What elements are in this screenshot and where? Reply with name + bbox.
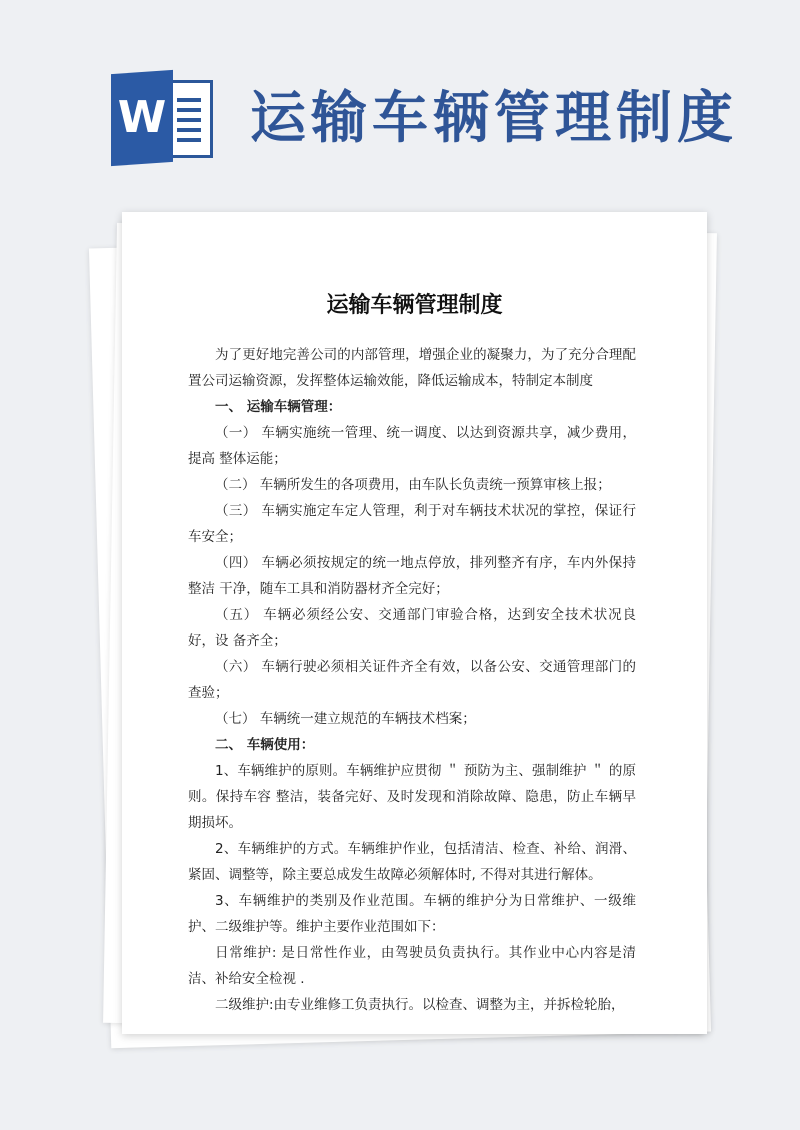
- clause-1-7: （七） 车辆统一建立规范的车辆技术档案；: [215, 711, 476, 727]
- clause-2-1: 1、车辆维护的原则。车辆维护应贯彻 ＂ 预防为主、强制维护 ＂ 的原则。保持车容 整洁，装备完好、及时发现和消除故障、隐患，防止车辆早期损坏。: [188, 763, 636, 831]
- header-title: 运输车辆管理制度: [250, 86, 738, 151]
- document-page: [122, 212, 707, 1034]
- clause-2-2: 2、车辆维护的方式。车辆维护作业，包括清洁、检查、补给、润滑、紧固、调整等，除主要总成发生故障必须解体时, 不得对其进行解体。: [188, 841, 636, 883]
- logo-letter: W: [117, 92, 167, 143]
- document-body: [188, 342, 636, 1018]
- intro-paragraph: 为了更好地完善公司的内部管理，增强企业的凝聚力，为了充分合理配置公司运输资源，发挥整体运输效能，降低运输成本，特制定本制度: [188, 347, 636, 389]
- clause-1-5: （五） 车辆必须经公安、交通部门审验合格，达到安全技术状况良好，设 备齐全；: [188, 607, 636, 649]
- clause-1-6: （六） 车辆行驶必须相关证件齐全有效，以备公安、交通管理部门的查验；: [188, 659, 636, 701]
- section-heading-2: 二、 车辆使用：: [215, 737, 315, 753]
- section-heading-1: 一、 运输车辆管理：: [215, 399, 342, 415]
- clause-1-1: （一） 车辆实施统一管理、统一调度、以达到资源共享，减少费用，提高 整体运能；: [188, 425, 636, 467]
- daily-maintenance: 日常维护: 是日常性作业，由驾驶员负责执行。其作业中心内容是清洁、补给安全检视 .: [188, 945, 636, 987]
- document-title: 运输车辆管理制度: [326, 293, 503, 318]
- clause-2-3: 3、车辆维护的类别及作业范围。车辆的维护分为日常维护、一级维护、二级维护等。维护主要作业范围如下：: [188, 893, 636, 935]
- clause-1-4: （四） 车辆必须按规定的统一地点停放，排列整齐有序，车内外保持整洁 干净，随车工具和消防器材齐全完好；: [188, 555, 636, 597]
- secondary-maintenance: 二级维护:由专业维修工负责执行。以检查、调整为主，并拆检轮胎，: [215, 997, 625, 1013]
- clause-1-3: （三） 车辆实施定车定人管理，利于对车辆技术状况的掌控，保证行车安全；: [188, 503, 636, 545]
- clause-1-2: （二） 车辆所发生的各项费用，由车队长负责统一预算审核上报；: [215, 477, 611, 493]
- page-header: [0, 0, 800, 200]
- word-logo-icon: [105, 72, 215, 164]
